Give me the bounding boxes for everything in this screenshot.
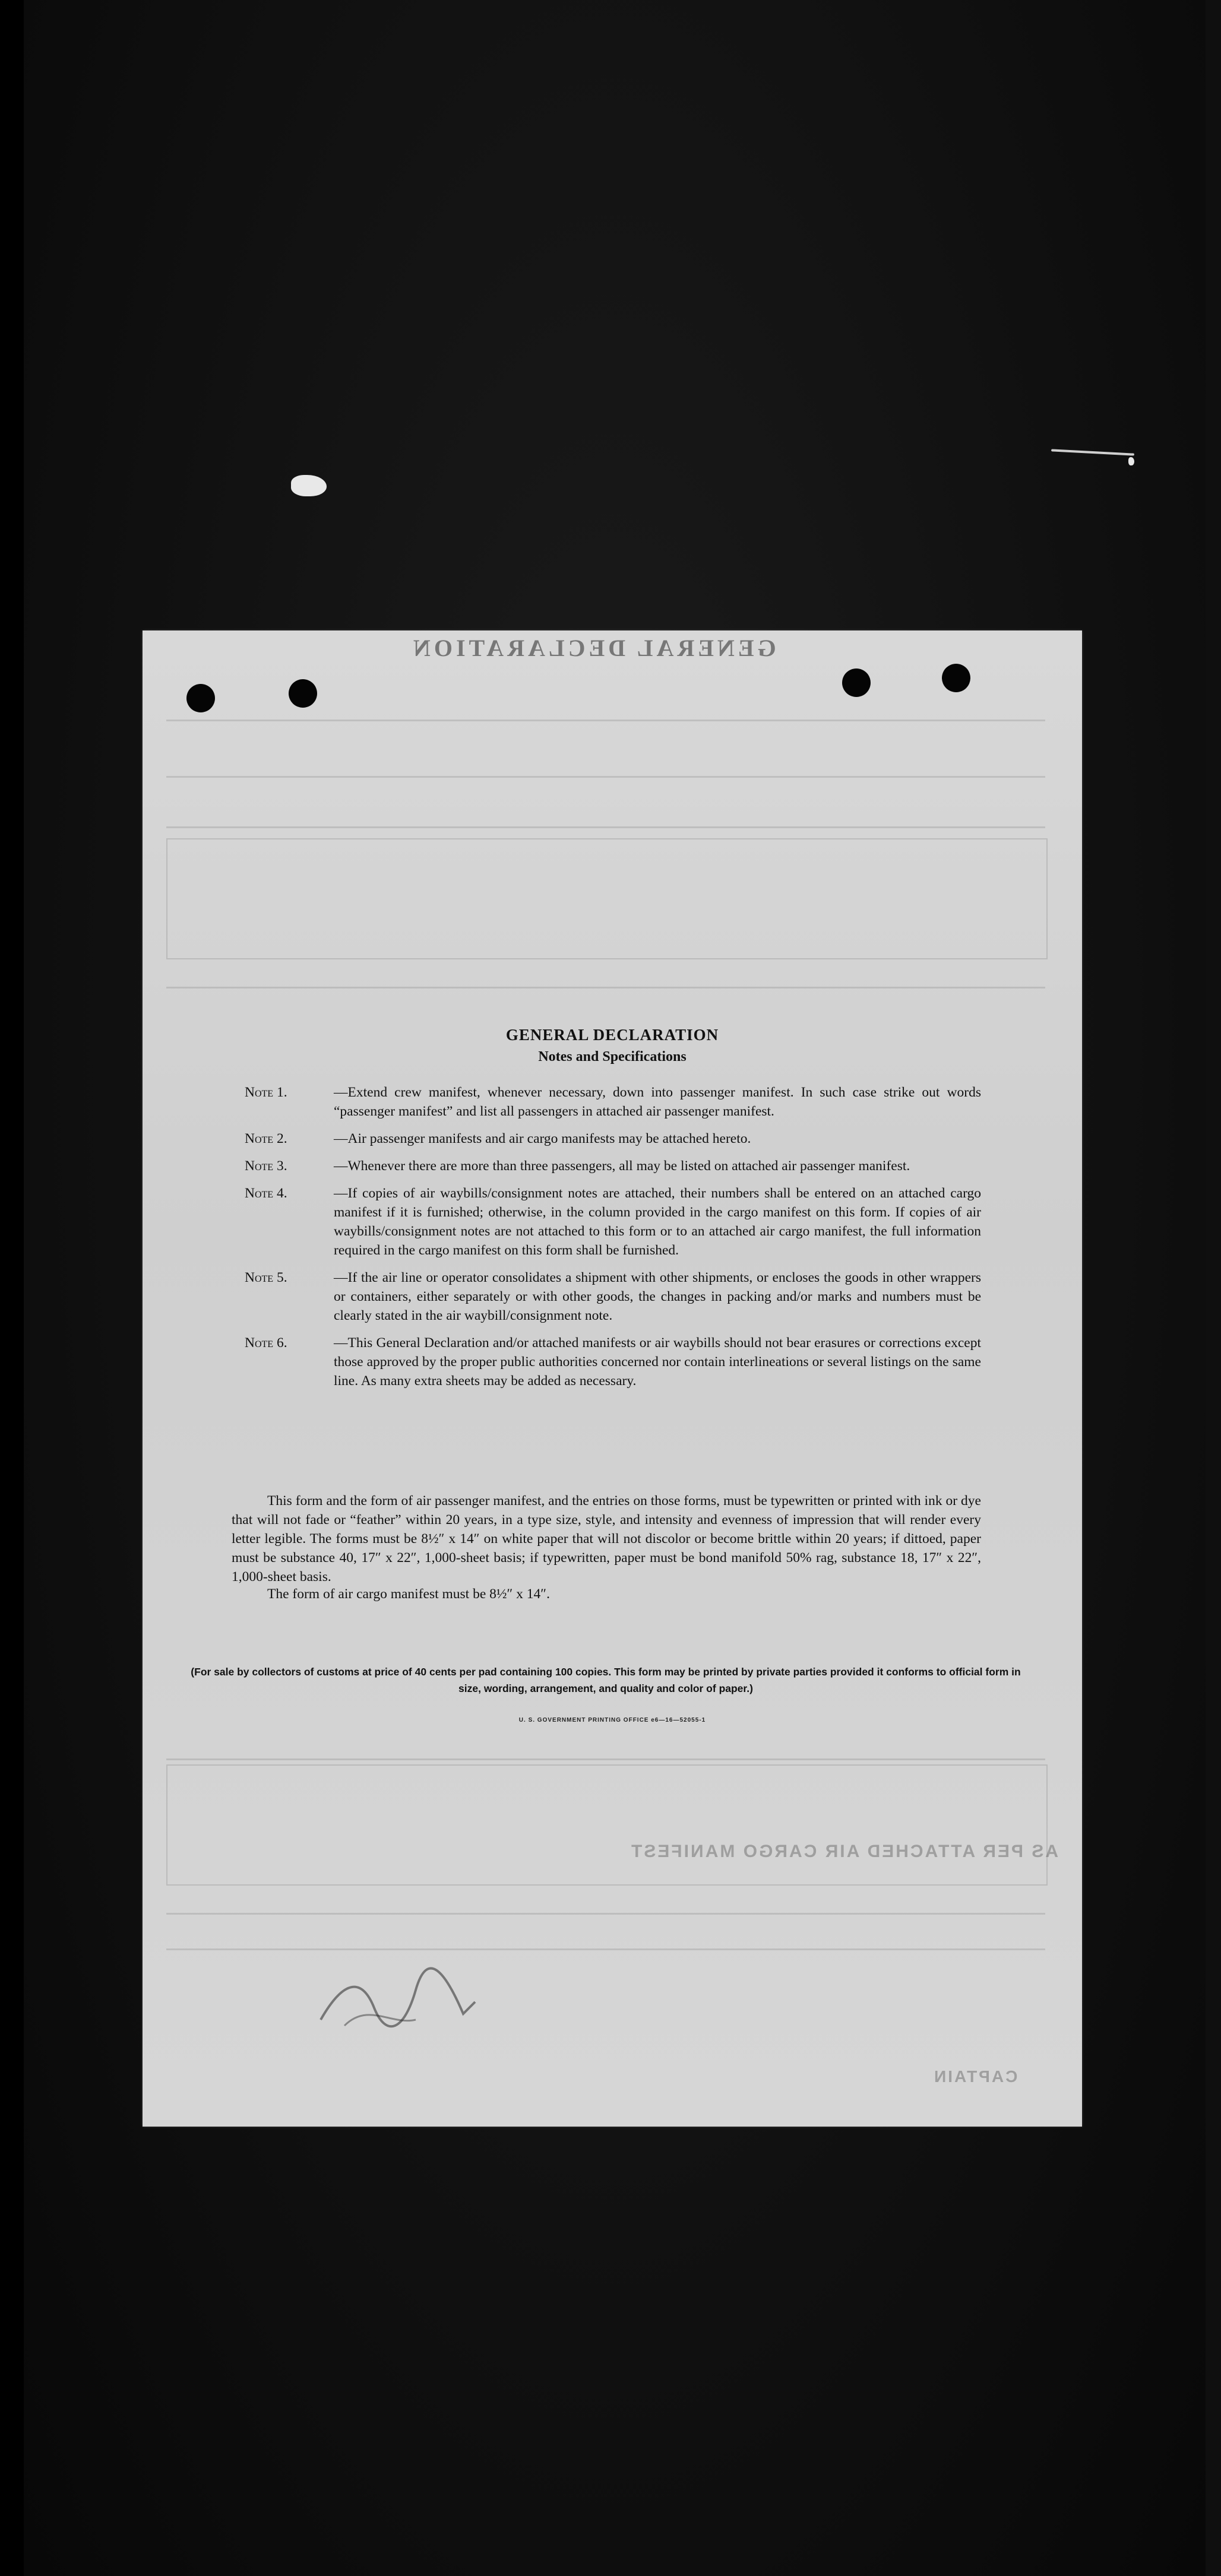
bleed-table [166,838,1048,959]
note-item [245,1129,981,1148]
bleed-line [166,987,1045,988]
bleed-line [166,1758,1045,1760]
note-label: Note 4. [245,1186,287,1201]
bleed-through-stamp: AS PER ATTACHED AIR CARGO MANIFEST [630,1842,1058,1861]
bleed-line [166,1913,1045,1915]
notes-list [245,1083,981,1399]
signature-bleed-through [309,1966,487,2038]
document-page [143,630,1082,2127]
note-text: —Extend crew manifest, whenever necessary, down into passenger manifest. In such case strike out words “passenger manifest” and list all passengers in attached air passenger manifest. [334,1085,981,1119]
bleed-line [166,720,1045,721]
document-subtitle: Notes and Specifications [538,1049,687,1064]
bleed-through-captain: CAPTAIN [932,2067,1018,2086]
note-item [245,1184,981,1260]
note-text: —Whenever there are more than three passengers, all may be listed on attached air passenger manifest. [334,1158,910,1174]
printer-line: U. S. GOVERNMENT PRINTING OFFICE e6—16—52055-1 [518,1717,706,1723]
note-text: —If the air line or operator consolidates a shipment with other shipments, or encloses the goods in other wrappers or containers, either separately or with other goods, the changes in packing and/or marks and numbers must be clearly stated in the air waybill/consignment note. [334,1270,981,1323]
note-item [245,1156,981,1175]
note-label: Note 6. [245,1335,287,1351]
film-speck [291,475,327,496]
punch-hole [842,668,871,697]
bleed-through-header: GENERAL DECLARATION [410,635,776,661]
bleed-line [166,826,1045,828]
note-label: Note 2. [245,1131,287,1146]
note-text: —Air passenger manifests and air cargo manifests may be attached hereto. [334,1131,751,1146]
note-item [245,1333,981,1390]
bleed-line [166,776,1045,778]
note-label: Note 3. [245,1158,287,1174]
note-label: Note 5. [245,1270,287,1285]
note-item [245,1268,981,1325]
note-text: —This General Declaration and/or attached manifests or air waybills should not bear erasures or corrections except those approved by the proper public authorities concerned nor contain interlineations or several listings on the same line. As many extra sheets may be added as necessary. [334,1335,981,1389]
cargo-manifest-size-line: The form of air cargo manifest must be 8½″ x 14″. [267,1586,550,1602]
document-title: GENERAL DECLARATION [505,1026,719,1044]
note-item [245,1083,981,1121]
bleed-line [166,1948,1045,1950]
note-text: —If copies of air waybills/consignment notes are attached, their numbers shall be entered on an attached cargo manifest if it is furnished; otherwise, in the column provided in the cargo manifest on this form. If copies of air waybills/consignment notes are not attached to this form or to an attached air cargo manifest, the full information required in the cargo manifest on this form shall be furnished. [334,1186,981,1258]
film-speck [1128,457,1134,465]
note-label: Note 1. [245,1085,287,1100]
punch-hole [289,679,317,708]
form-specification-paragraph: This form and the form of air passenger manifest, and the entries on those forms, must be typewritten or printed with ink or dye that will not fade or “feather” within 20 years, in a type size, style, and intensity and evenness of impression that will render every letter legible. The forms must be 8½″ x 14″ on white paper that will not discolor or become brittle within 20 years; if dittoed, paper must be substance 40, 17″ x 22″, 1,000-sheet basis; if typewritten, paper must be bond manifold 50% rag, substance 18, 17″ x 22″, 1,000-sheet basis. [232,1493,981,1585]
sale-notice: (For sale by collectors of customs at price of 40 cents per pad containing 100 copies. This form may be printed by private parties provided it conforms to official form in size, wording, arrangement, and quality and color of paper.) [191,1666,1021,1694]
punch-hole [942,664,970,692]
film-edge [0,0,24,2576]
punch-hole [186,684,215,712]
bleed-table [166,1764,1048,1886]
